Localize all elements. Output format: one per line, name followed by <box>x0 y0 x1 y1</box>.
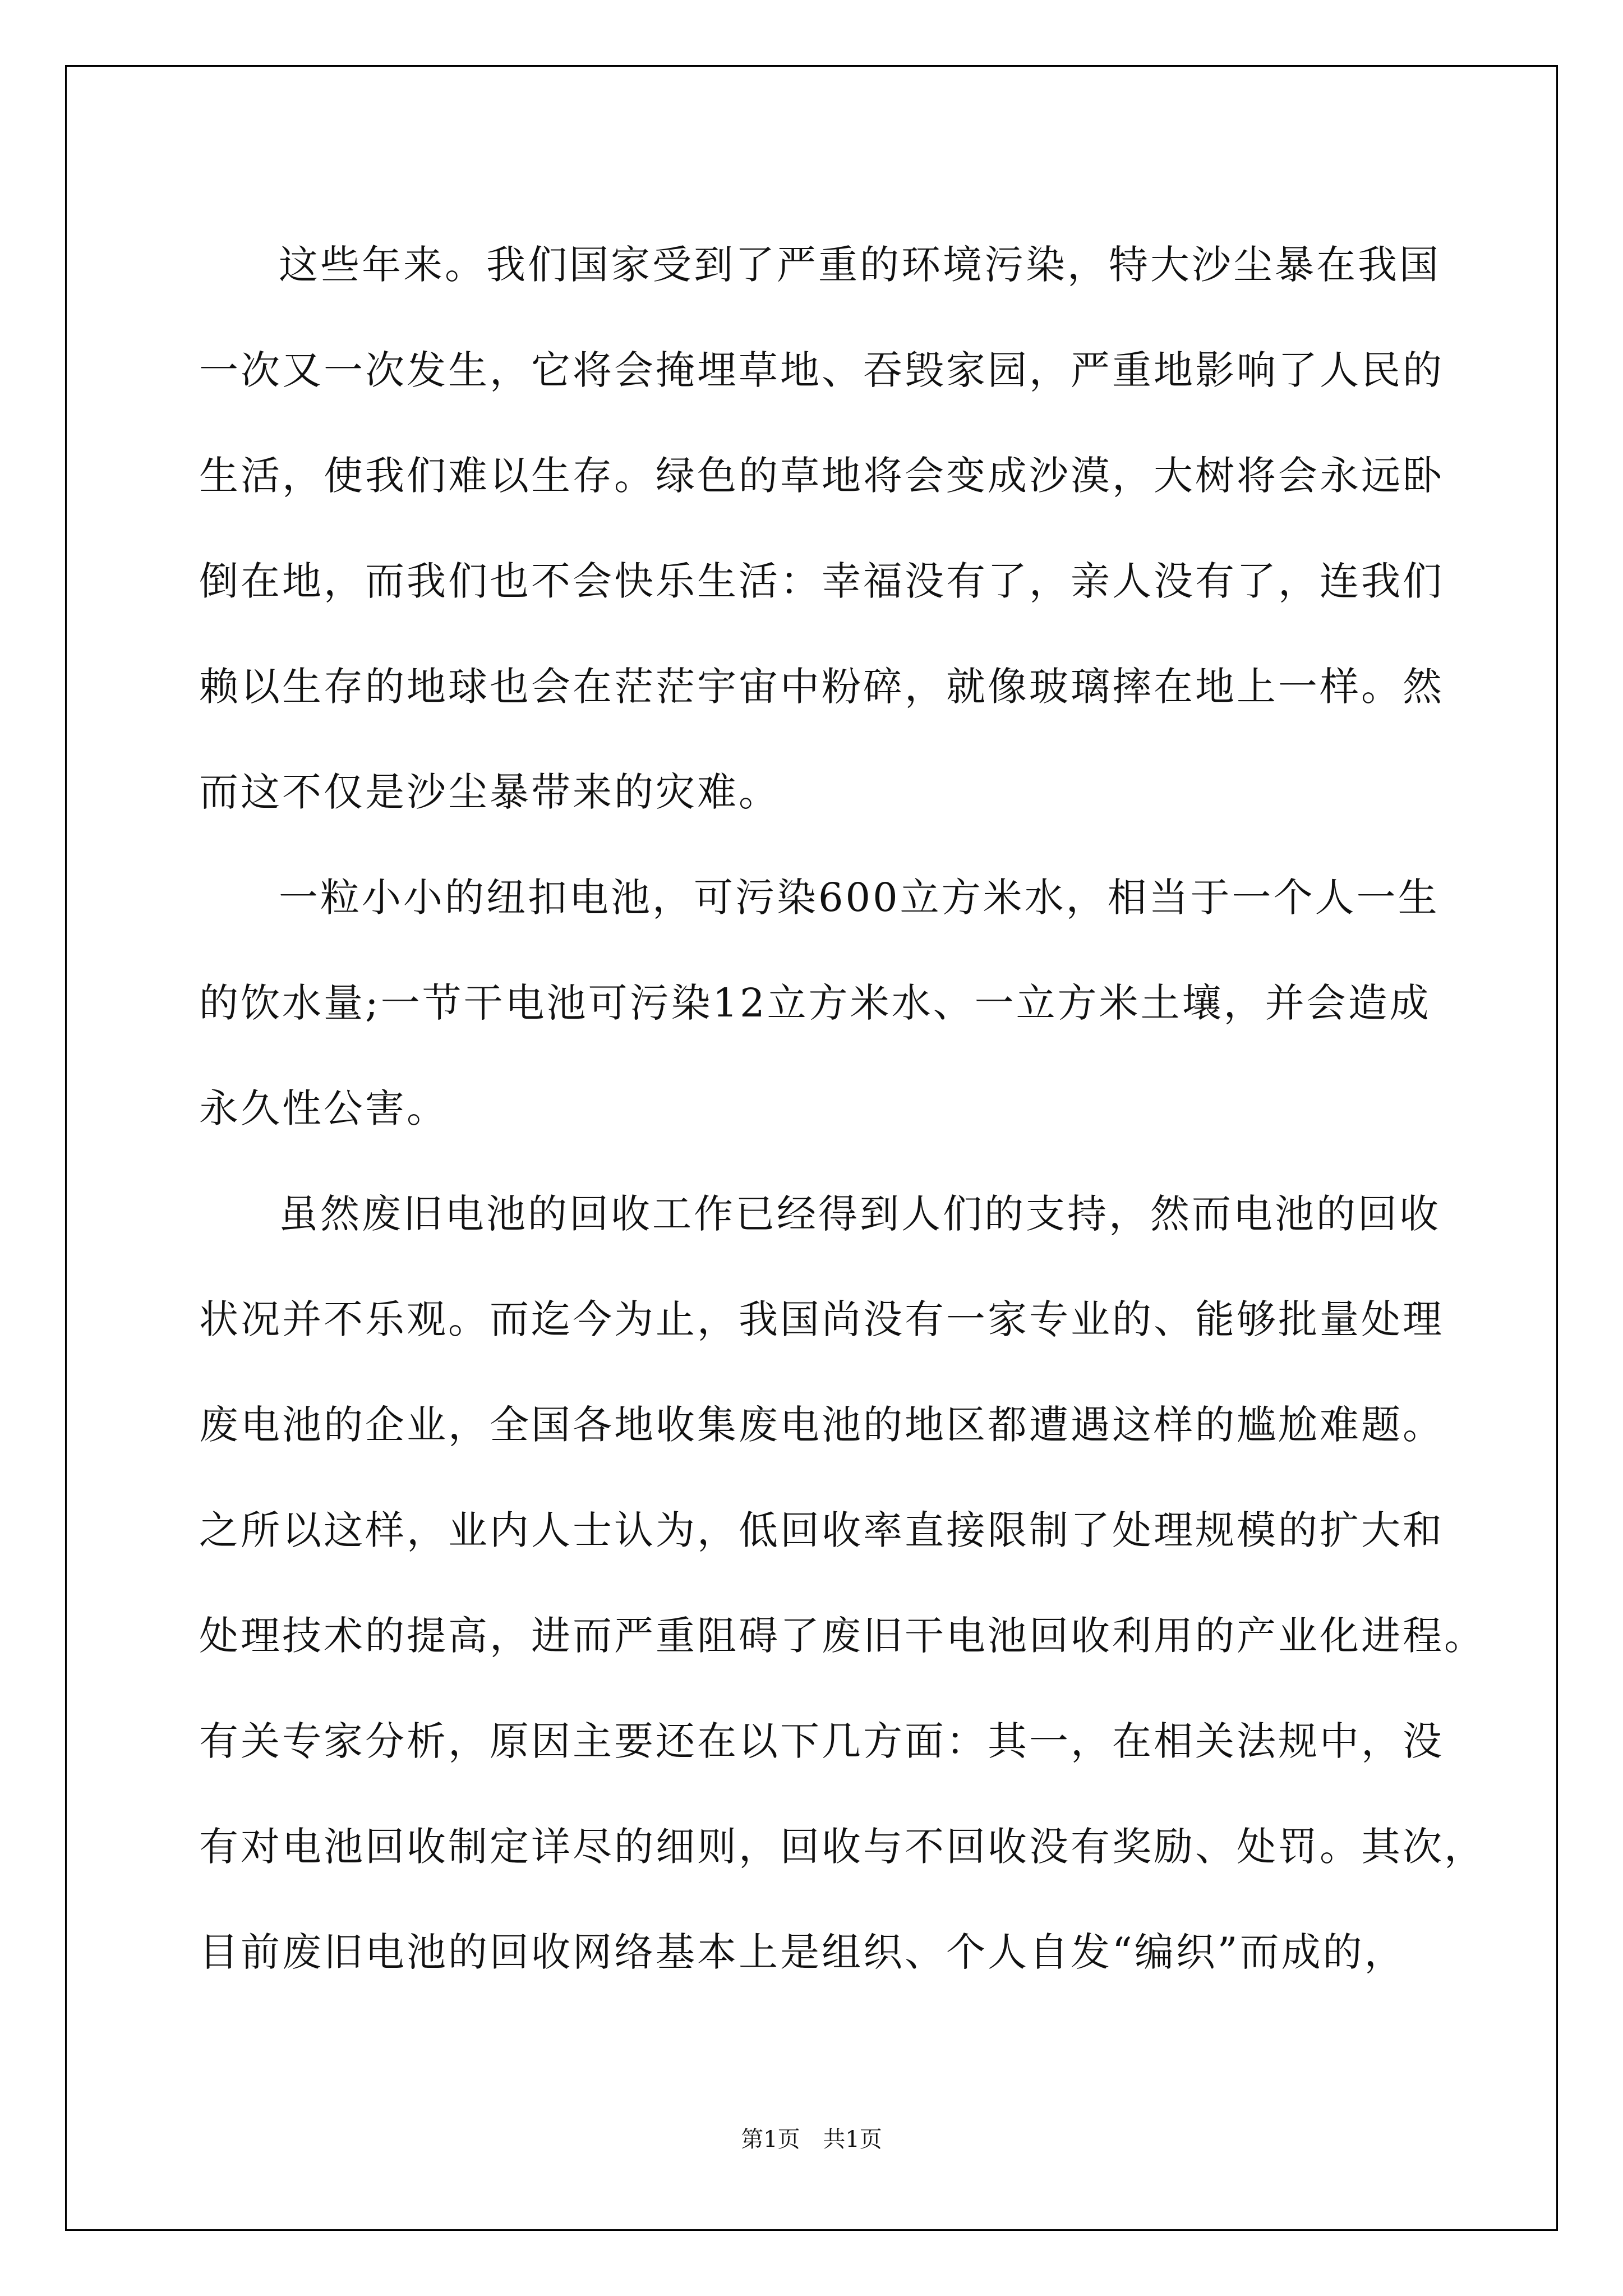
page-number-current: 第1页 <box>741 2127 800 2152</box>
text-line: 一次又一次发生，它将会掩埋草地、吞毁家园，严重地影响了人民的 <box>199 347 1444 393</box>
paragraph-1 <box>199 212 1444 845</box>
text-line: 的饮水量;一节干电池可污染12立方米水、一立方米土壤，并会造成 <box>199 980 1431 1026</box>
text-line: 状况并不乐观。而迄今为止，我国尚没有一家专业的、能够批量处理 <box>199 1296 1444 1342</box>
paragraph-3 <box>199 1161 1486 2005</box>
paragraph-2 <box>199 845 1440 1161</box>
text-line: 有对电池回收制定详尽的细则，回收与不回收没有奖励、处罚。其次， <box>199 1824 1486 1870</box>
text-line: 永久性公害。 <box>199 1085 448 1131</box>
text-line: 目前废旧电池的回收网络基本上是组织、个人自发“编织”而成的， <box>199 1929 1406 1975</box>
text-line: 之所以这样，业内人士认为，低回收率直接限制了处理规模的扩大和 <box>199 1507 1444 1553</box>
page-footer <box>0 2122 1623 2154</box>
page-number-total: 共1页 <box>823 2127 882 2152</box>
text-line: 生活，使我们难以生存。绿色的草地将会变成沙漠，大树将会永远卧 <box>199 453 1444 499</box>
text-line: 这些年来。我们国家受到了严重的环境污染，特大沙尘暴在我国 <box>279 242 1441 288</box>
text-line: 一粒小小的纽扣电池，可污染600立方米水，相当于一个人一生 <box>279 875 1440 921</box>
text-line: 有关专家分析，原因主要还在以下几方面：其一，在相关法规中，没 <box>199 1718 1444 1764</box>
text-line: 处理技术的提高，进而严重阻碍了废旧干电池回收利用的产业化进程。 <box>199 1613 1486 1659</box>
text-line: 而这不仅是沙尘暴带来的灾难。 <box>199 769 780 815</box>
text-line: 倒在地，而我们也不会快乐生活：幸福没有了，亲人没有了，连我们 <box>199 558 1444 604</box>
document-body <box>199 212 1486 2005</box>
text-line: 废电池的企业，全国各地收集废电池的地区都遭遇这样的尴尬难题。 <box>199 1402 1444 1448</box>
text-line: 虽然废旧电池的回收工作已经得到人们的支持，然而电池的回收 <box>279 1191 1441 1237</box>
text-line: 赖以生存的地球也会在茫茫宇宙中粉碎，就像玻璃摔在地上一样。然 <box>199 664 1444 710</box>
